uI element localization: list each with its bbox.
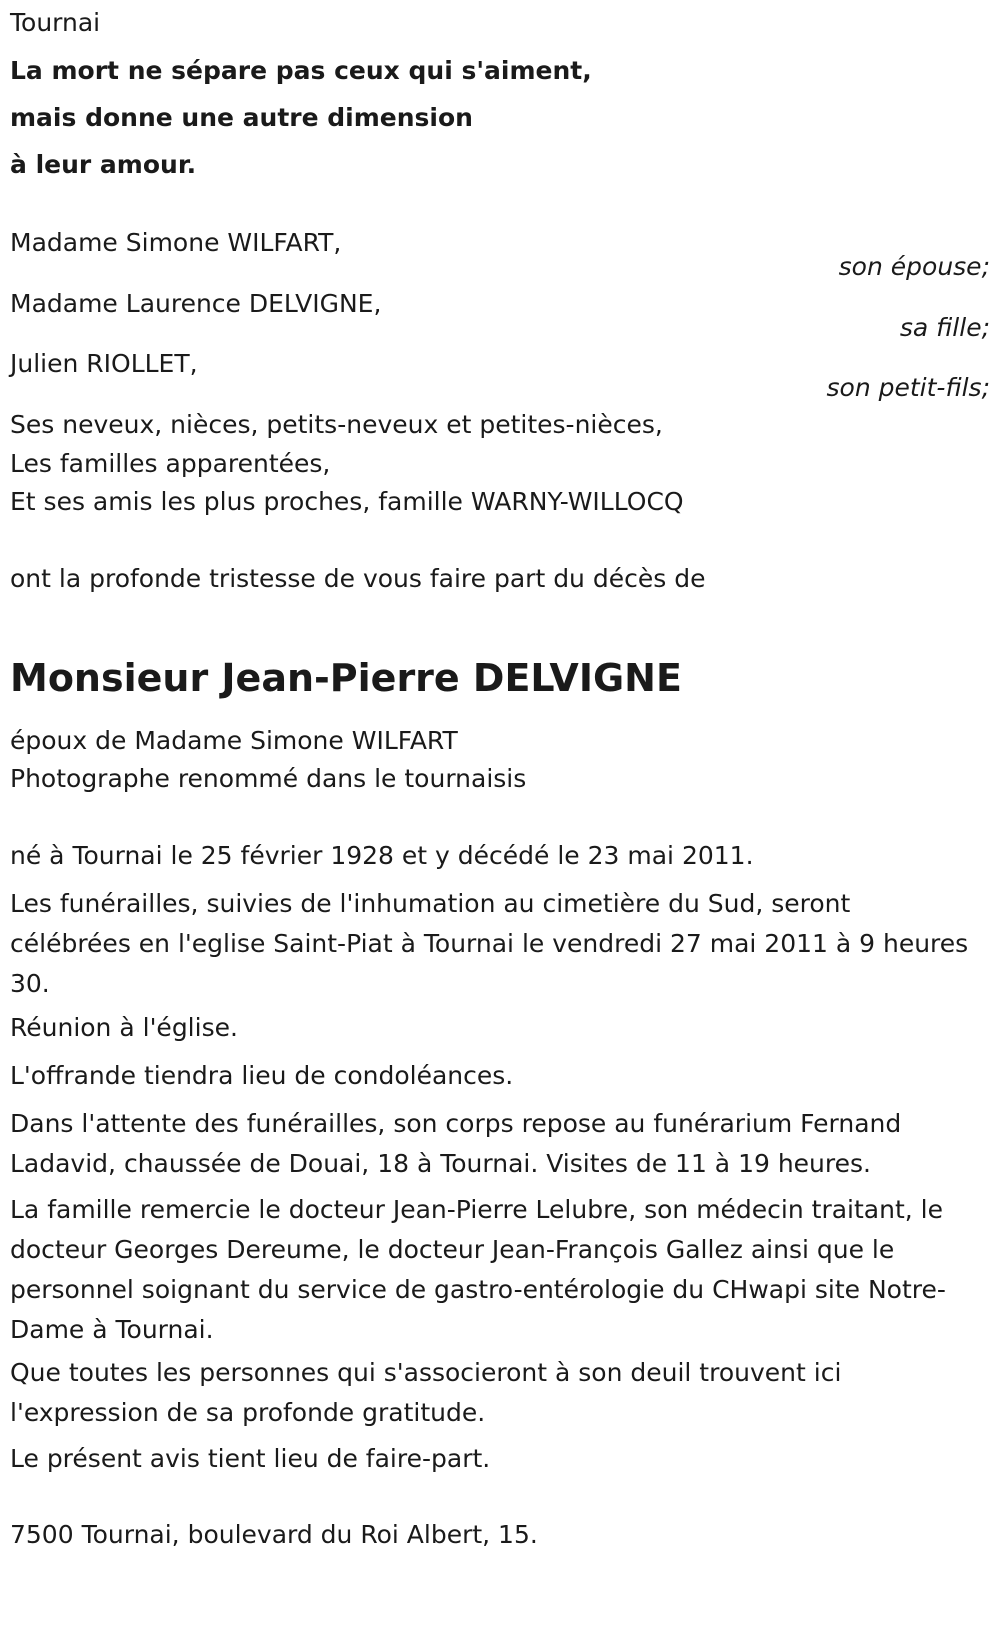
family-member-relation: sa fille; <box>899 313 990 342</box>
family-others-line: Ses neveux, nièces, petits-neveux et petites-nièces, <box>10 410 663 439</box>
family-member-name: Madame Laurence DELVIGNE, <box>10 289 382 318</box>
funeral-paragraph: Les funérailles, suivies de l'inhumation au cimetière du Sud, seront célébrées en l'eglise Saint-Piat à Tournai le vendredi 27 mai 2011 à 9 heures 30. <box>10 889 969 998</box>
notice-line: Le présent avis tient lieu de faire-part. <box>10 1444 491 1473</box>
family-member-relation: son petit-fils; <box>826 373 990 402</box>
quote-line-2: mais donne une autre dimension <box>10 103 473 132</box>
offering-line: L'offrande tiendra lieu de condoléances. <box>10 1061 514 1090</box>
deceased-name: Monsieur Jean-Pierre DELVIGNE <box>10 656 682 700</box>
family-others-line: Les familles apparentées, <box>10 449 331 478</box>
quote-line-1: La mort ne sépare pas ceux qui s'aiment, <box>10 56 592 85</box>
family-member-name: Madame Simone WILFART, <box>10 228 342 257</box>
birth-death-line: né à Tournai le 25 février 1928 et y décédé le 23 mai 2011. <box>10 841 754 870</box>
family-others-line: Et ses amis les plus proches, famille WARNY-WILLOCQ <box>10 487 684 516</box>
spouse-line: époux de Madame Simone WILFART <box>10 726 458 755</box>
family-member-name: Julien RIOLLET, <box>10 349 198 378</box>
occupation-line: Photographe renommé dans le tournaisis <box>10 764 527 793</box>
meeting-line: Réunion à l'église. <box>10 1013 238 1042</box>
funerarium-paragraph: Dans l'attente des funérailles, son corps repose au funérarium Fernand Ladavid, chaussée de Douai, 18 à Tournai. Visites de 11 à 19 heures. <box>10 1109 902 1178</box>
family-member-relation: son épouse; <box>838 252 990 281</box>
quote-line-3: à leur amour. <box>10 150 197 179</box>
city-heading: Tournai <box>10 8 101 37</box>
thanks-paragraph: La famille remercie le docteur Jean-Pierre Lelubre, son médecin traitant, le docteur Georges Dereume, le docteur Jean-François Gallez ainsi que le personnel soignant du service de gastro-entérologie du CHwapi site Notre-Dame à Tournai. <box>10 1195 946 1344</box>
announcement-line: ont la profonde tristesse de vous faire part du décès de <box>10 564 706 593</box>
gratitude-paragraph: Que toutes les personnes qui s'associeront à son deuil trouvent ici l'expression de sa profonde gratitude. <box>10 1358 842 1427</box>
address-line: 7500 Tournai, boulevard du Roi Albert, 15. <box>10 1520 538 1549</box>
